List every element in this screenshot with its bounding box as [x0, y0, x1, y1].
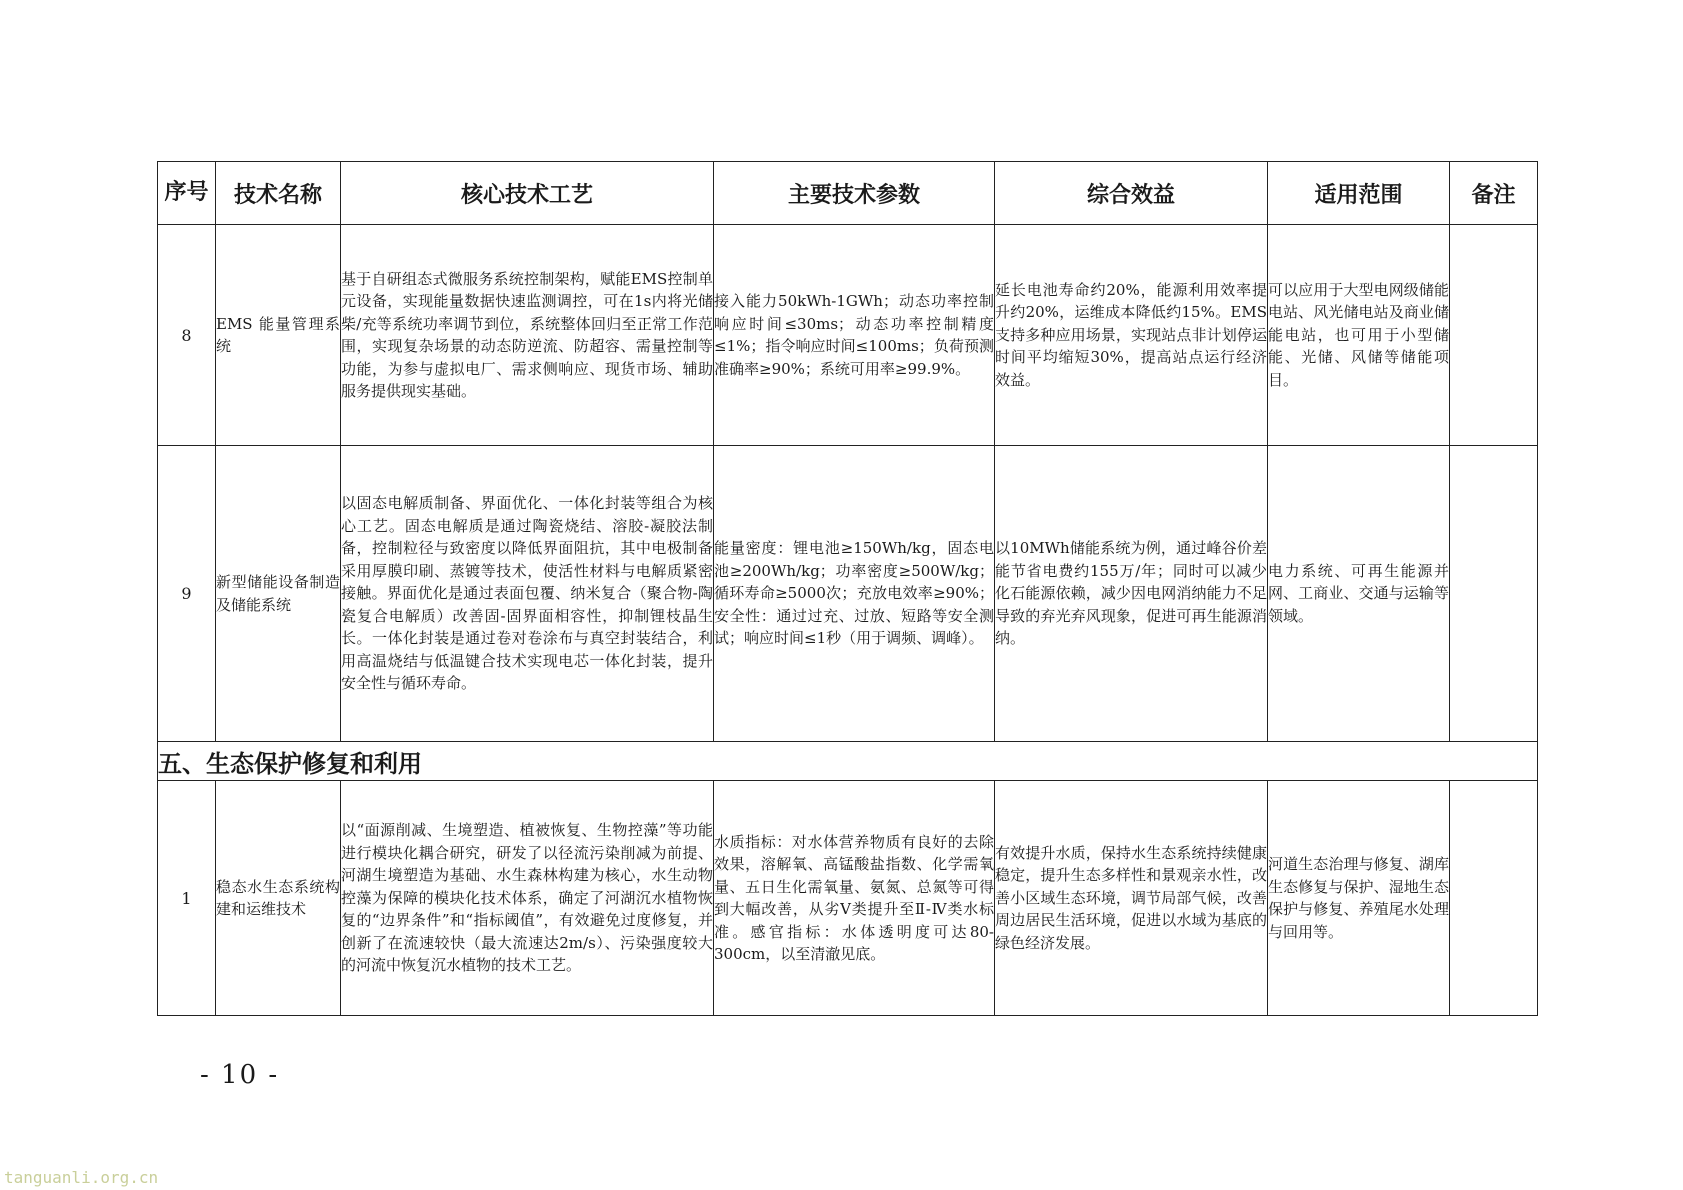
- row-core-process: 基于自研组态式微服务系统控制架构，赋能EMS控制单元设备，实现能量数据快速监测调控，可在1s内将光储柴/充等系统功率调节到位，系统整体回归至正常工作范围，实现复杂场景的动态防逆流、防超容、需量控制等功能，为参与虚拟电厂、需求侧响应、现货市场、辅助服务提供现实基础。: [341, 225, 714, 446]
- row-tech-name: 新型储能设备制造及储能系统: [216, 446, 341, 742]
- header-note: 备注: [1450, 162, 1538, 225]
- row-main-params: 接入能力50kWh-1GWh；动态功率控制响应时间≤30ms；动态功率控制精度≤1%；指令响应时间≤100ms；负荷预测准确率≥90%；系统可用率≥99.9%。: [714, 225, 995, 446]
- header-main-params: 主要技术参数: [714, 162, 995, 225]
- table-row: [158, 225, 1538, 446]
- table-header-row: [158, 162, 1538, 225]
- header-core-process: 核心技术工艺: [341, 162, 714, 225]
- row-tech-name: EMS 能量管理系统: [216, 225, 341, 446]
- row-benefits: 延长电池寿命约20%，能源利用效率提升约20%，运维成本降低约15%。EMS支持多种应用场景，实现站点非计划停运时间平均缩短30%，提高站点运行经济效益。: [995, 225, 1268, 446]
- section-title: 五、生态保护修复和利用: [158, 742, 1538, 781]
- table-row: [158, 446, 1538, 742]
- row-scope: 河道生态治理与修复、湖库生态修复与保护、湿地生态保护与修复、养殖尾水处理与回用等。: [1268, 781, 1450, 1016]
- row-core-process: 以“面源削减、生境塑造、植被恢复、生物控藻”等功能进行模块化耦合研究，研发了以径流污染削减为前提、河湖生境塑造为基础、水生森林构建为核心，水生动物控藻为保障的模块化技术体系，确定了河湖沉水植物恢复的“边界条件”和“指标阈值”，有效避免过度修复，并创新了在流速较快（最大流速达2m/s）、污染强度较大的河流中恢复沉水植物的技术工艺。: [341, 781, 714, 1016]
- page-number: - 10 -: [200, 1060, 280, 1090]
- row-benefits: 以10MWh储能系统为例，通过峰谷价差能节省电费约155万/年；同时可以减少化石能源依赖，减少因电网消纳能力不足导致的弃光弃风现象，促进可再生能源消纳。: [995, 446, 1268, 742]
- header-seq: 序号: [158, 162, 216, 225]
- row-seq: 9: [158, 446, 216, 742]
- section-row: [158, 742, 1538, 781]
- row-scope: 可以应用于大型电网级储能电站、风光储电站及商业储能电站，也可用于小型储能、光储、风储等储能项目。: [1268, 225, 1450, 446]
- row-note: [1450, 446, 1538, 742]
- row-benefits: 有效提升水质，保持水生态系统持续健康稳定，提升生态多样性和景观亲水性，改善小区域生态环境，调节局部气候，改善周边居民生活环境，促进以水域为基底的绿色经济发展。: [995, 781, 1268, 1016]
- header-tech-name: 技术名称: [216, 162, 341, 225]
- row-note: [1450, 781, 1538, 1016]
- header-benefits: 综合效益: [995, 162, 1268, 225]
- row-main-params: 水质指标：对水体营养物质有良好的去除效果，溶解氧、高锰酸盐指数、化学需氧量、五日生化需氧量、氨氮、总氮等可得到大幅改善，从劣Ⅴ类提升至Ⅱ-Ⅳ类水标准。感官指标：水体透明度可达80-300cm，以至清澈见底。: [714, 781, 995, 1016]
- technology-table: [157, 161, 1538, 1016]
- header-scope: 适用范围: [1268, 162, 1450, 225]
- row-seq: 1: [158, 781, 216, 1016]
- row-core-process: 以固态电解质制备、界面优化、一体化封装等组合为核心工艺。固态电解质是通过陶瓷烧结、溶胶-凝胶法制备，控制粒径与致密度以降低界面阻抗，其中电极制备采用厚膜印刷、蒸镀等技术，使活性材料与电解质紧密接触。界面优化是通过表面包覆、纳米复合（聚合物-陶瓷复合电解质）改善固-固界面相容性，抑制锂枝晶生长。一体化封装是通过卷对卷涂布与真空封装结合，利用高温烧结与低温键合技术实现电芯一体化封装，提升安全性与循环寿命。: [341, 446, 714, 742]
- row-tech-name: 稳态水生态系统构建和运维技术: [216, 781, 341, 1016]
- row-main-params: 能量密度：锂电池≥150Wh/kg，固态电池≥200Wh/kg；功率密度≥500W/kg；循环寿命≥5000次；充放电效率≥90%；安全性：通过过充、过放、短路等安全测试；响应时间≤1秒（用于调频、调峰）。: [714, 446, 995, 742]
- row-scope: 电力系统、可再生能源并网、工商业、交通与运输等领域。: [1268, 446, 1450, 742]
- watermark-text: tanguanli.org.cn: [4, 1168, 159, 1187]
- row-note: [1450, 225, 1538, 446]
- table-row: [158, 781, 1538, 1016]
- row-seq: 8: [158, 225, 216, 446]
